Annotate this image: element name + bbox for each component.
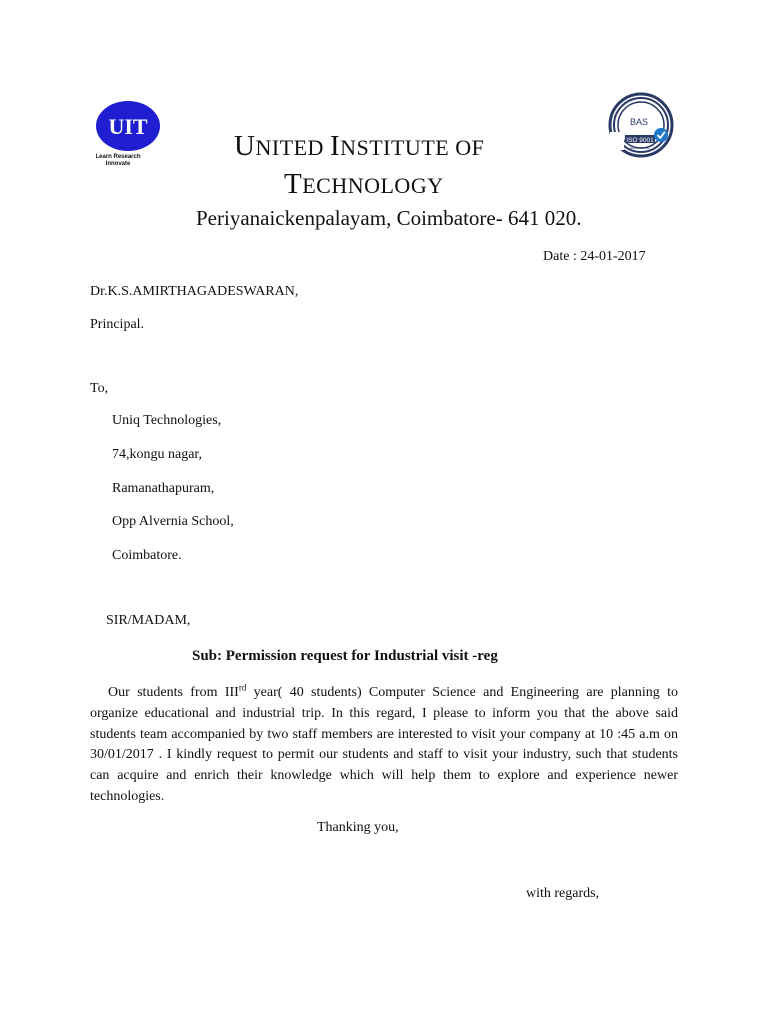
sender-title: Principal.	[90, 317, 145, 332]
bas-logo-caption: ISO 9001	[626, 137, 654, 144]
body-text-part-2: year( 40 students) Computer Science and Engineering are planning to organize educational and industrial trip. In this regard, I please to inform you that the above said students team accompanied by two staff members are interested to visit your company at 10 :45 a.m on 30/01/2017 . I kindly request to permit our students and staff to visit your industry, such that students can acquire and enrich their knowledge which will help them to explore and experience newer technologies.	[90, 685, 679, 804]
bas-iso-logo	[606, 92, 676, 162]
bas-logo-subcaption: REGISTERED	[630, 146, 650, 150]
sender-name: Dr.K.S.AMIRTHAGADESWARAN,	[90, 284, 299, 299]
institute-address: Periyanaickenpalayam, Coimbatore- 641 020.	[196, 206, 582, 230]
salutation: SIR/MADAM,	[106, 613, 191, 628]
recipient-address-line: Coimbatore.	[112, 548, 182, 563]
institute-word-cap: U	[234, 130, 256, 162]
body-text-part-1: Our students from III	[108, 685, 239, 700]
uit-logo	[96, 98, 166, 168]
closing-regards: with regards,	[526, 886, 600, 901]
recipient-address-line: Opp Alvernia School,	[112, 514, 234, 529]
institute-word-rest: ECHNOLOGY	[302, 173, 444, 198]
institute-word-cap: I	[329, 130, 341, 162]
closing-thanks: Thanking you,	[317, 820, 399, 835]
recipient-address-line: Uniq Technologies,	[112, 413, 222, 428]
institute-name-line-2	[284, 168, 444, 201]
institute-word-cap: T	[284, 168, 303, 200]
institute-word-rest: NITED	[255, 135, 330, 160]
recipient-address-line: 74,kongu nagar,	[112, 447, 203, 462]
uit-logo-text: UIT	[108, 114, 148, 139]
body-paragraph	[90, 683, 678, 808]
body-superscript: rd	[238, 682, 247, 693]
recipient-label: To,	[90, 381, 109, 396]
bas-logo-text: BAS	[629, 117, 649, 127]
institute-word-rest: NSTITUTE OF	[340, 135, 485, 160]
institute-name-line-1	[234, 130, 484, 163]
recipient-address-line: Ramanathapuram,	[112, 481, 215, 496]
subject-line: Sub: Permission request for Industrial visit -reg	[192, 648, 498, 664]
uit-logo-tagline-2: Innovate	[105, 161, 131, 167]
letter-date: Date : 24-01-2017	[543, 249, 646, 264]
uit-logo-tagline-1: Learn Research	[96, 154, 141, 160]
